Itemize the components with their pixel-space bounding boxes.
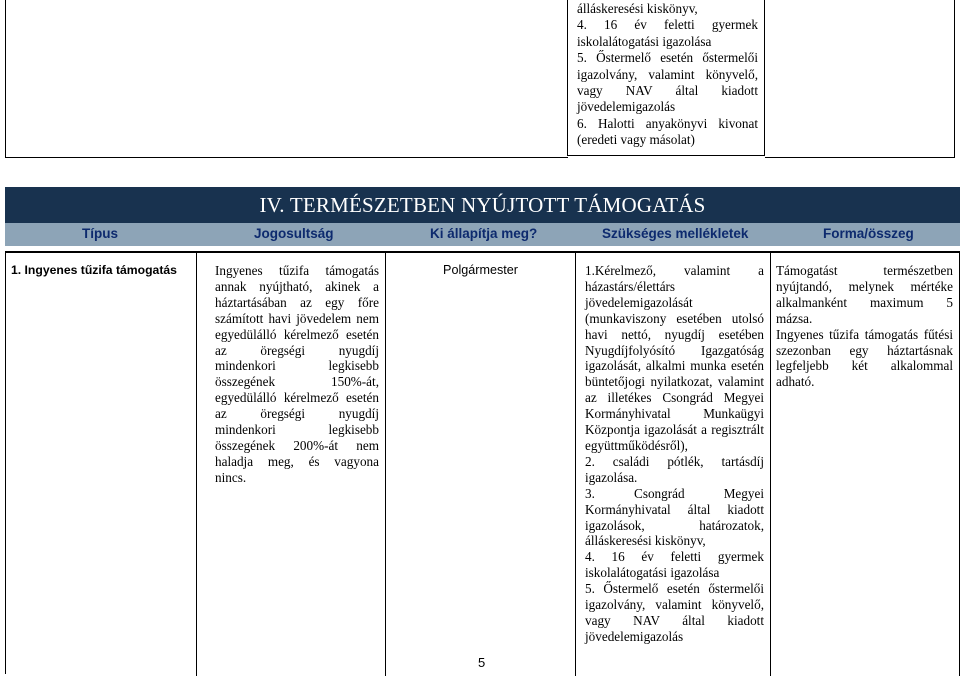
attachment-item: 1.Kérelmező, valamint a házastárs/élettárs jövedelemigazolását (munkaviszony esetében utolsó havi nettó, nyugdíj esetében Nyugdíjfolyósító Igazgatóság igazolását, alkalmi munka esetén büntetőjogi nyilatkozat, valamint az illetékes Csongrád Megyei Kormányhivatal Munkaügyi Központja igazolását a regisztrált együttműködésről), — [585, 263, 764, 453]
table-header — [5, 223, 960, 246]
header-form: Forma/összeg — [823, 226, 914, 241]
attachment-item: 2. családi pótlék, tartásdíj igazolása. — [585, 453, 764, 485]
prev-row-left-cells — [5, 0, 568, 158]
cell-type: 1. Ingyenes tűzifa támogatás — [6, 253, 197, 676]
support-table — [5, 251, 960, 674]
page-number: 5 — [478, 655, 486, 670]
cell-eligibility: Ingyenes tűzifa támogatás annak nyújtható, akinek a háztartásában az egy főre számított havi jövedelem nem egyedülálló kérelmező esetén az öregségi nyugdíj mindenkori legkisebb összegének 150%-át, egyedülálló kérelmező esetén az öregségi nyugdíj mindenkori legkisebb összegének 200%-át nem haladja meg, és vagyona nincs. — [197, 253, 386, 676]
header-type: Típus — [82, 226, 118, 241]
attachment-item: 5. Őstermelő esetén őstermelői igazolvány, valamint könyvelő, vagy NAV által kiadott jövedelemigazolás — [585, 581, 764, 644]
cell-attachments — [576, 253, 771, 676]
prev-line-3: 5. Őstermelő esetén őstermelői igazolvány, valamint könyvelő, vagy NAV által kiadott jövedelemigazolás — [577, 50, 758, 115]
attachment-item: 4. 16 év feletti gyermek iskolalátogatási igazolása — [585, 549, 764, 581]
cell-form — [771, 253, 960, 676]
prev-line-2: 4. 16 év feletti gyermek iskolalátogatási igazolása — [577, 17, 758, 49]
prev-form-cell — [765, 0, 955, 158]
prev-line-1: álláskeresési kiskönyv, — [577, 1, 698, 16]
form-line: Támogatást természetben nyújtandó, melynek mértéke alkalmanként maximum 5 mázsa. — [776, 263, 953, 326]
section-title: IV. TERMÉSZETBEN NYÚJTOTT TÁMOGATÁS — [5, 187, 960, 223]
prev-attachments-cell — [567, 0, 765, 156]
cell-authority: Polgármester — [386, 253, 576, 676]
header-attachments: Szükséges mellékletek — [602, 226, 749, 241]
attachment-item: 3. Csongrád Megyei Kormányhivatal által kiadott igazolások, határozatok, álláskeresési kiskönyv, — [585, 485, 764, 549]
header-eligibility: Jogosultság — [254, 226, 334, 241]
header-authority: Ki állapítja meg? — [430, 226, 538, 241]
form-line: Ingyenes tűzifa támogatás fűtési szezonban egy háztartásnak legfeljebb két alkalommal adható. — [776, 326, 953, 390]
prev-line-4: 6. Halotti anyakönyvi kivonat (eredeti vagy másolat) — [577, 115, 758, 148]
